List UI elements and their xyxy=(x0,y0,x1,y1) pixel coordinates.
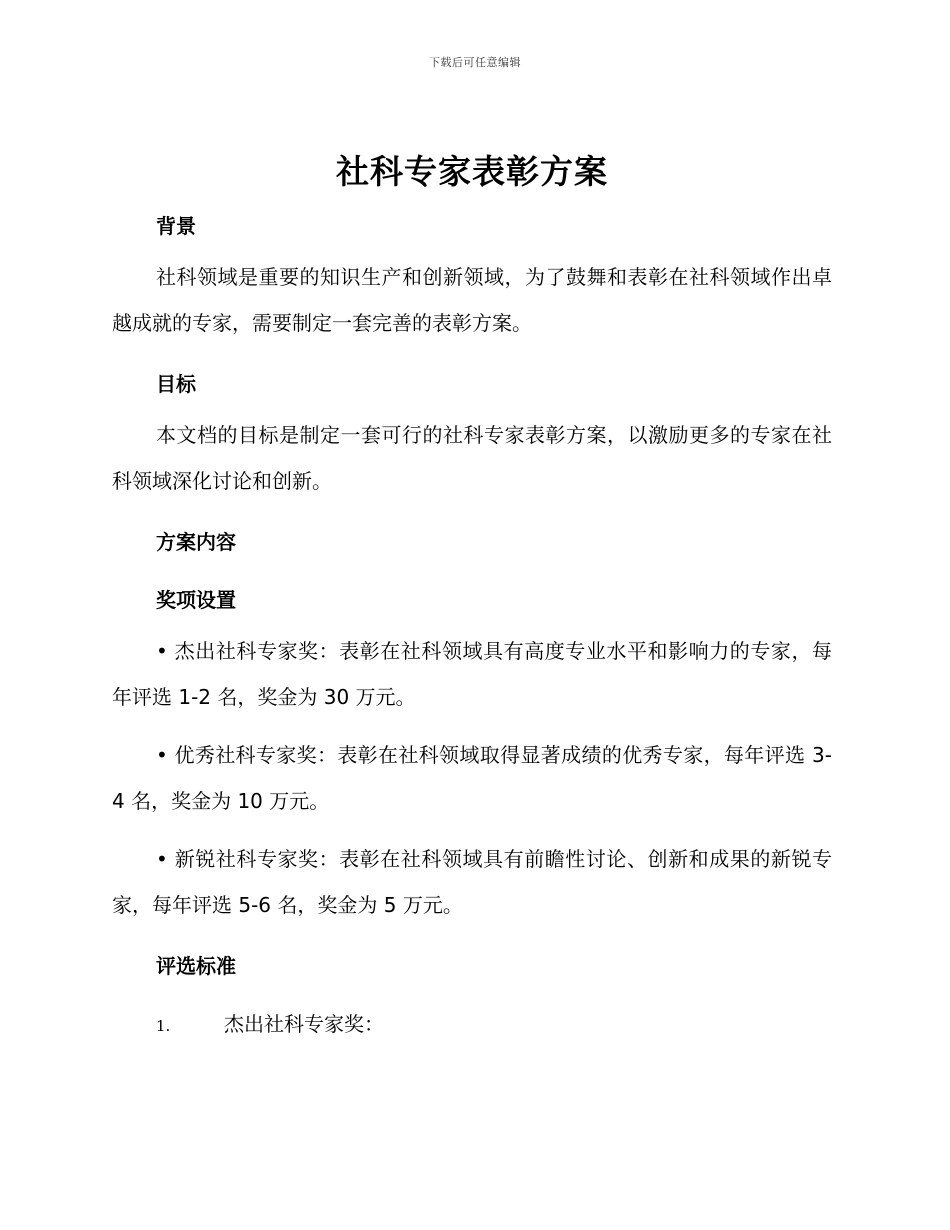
page-header: 下载后可任意编辑 xyxy=(429,56,521,69)
document-body xyxy=(112,148,832,1042)
document-title: 社科专家表彰方案 xyxy=(336,152,608,191)
award-item-emerging: • 新锐社科专家奖：表彰在社科领域具有前瞻性讨论、创新和成果的新锐专家，每年评选 5-6 名，奖金为 5 万元。 xyxy=(112,847,832,917)
heading-awards: 奖项设置 xyxy=(156,588,236,612)
paragraph-goal: 本文档的目标是制定一套可行的社科专家表彰方案，以激励更多的专家在社科领域深化讨论和创新。 xyxy=(112,423,832,493)
award-item-outstanding: • 杰出社科专家奖：表彰在社科领域具有高度专业水平和影响力的专家，每年评选 1-2 名，奖金为 30 万元。 xyxy=(112,639,832,709)
heading-criteria: 评选标准 xyxy=(156,954,236,978)
heading-plan: 方案内容 xyxy=(156,530,236,554)
heading-background: 背景 xyxy=(156,214,196,238)
heading-goal: 目标 xyxy=(156,372,196,396)
award-item-excellent: • 优秀社科专家奖：表彰在社科领域取得显著成绩的优秀专家，每年评选 3-4 名，奖金为 10 万元。 xyxy=(112,743,832,813)
criteria-list-item xyxy=(112,1008,832,1042)
list-item-text: 杰出社科专家奖： xyxy=(224,1012,384,1036)
list-item-number: 1. xyxy=(156,1017,171,1035)
paragraph-background: 社科领域是重要的知识生产和创新领域，为了鼓舞和表彰在社科领域作出卓越成就的专家，需要制定一套完善的表彰方案。 xyxy=(112,265,832,335)
